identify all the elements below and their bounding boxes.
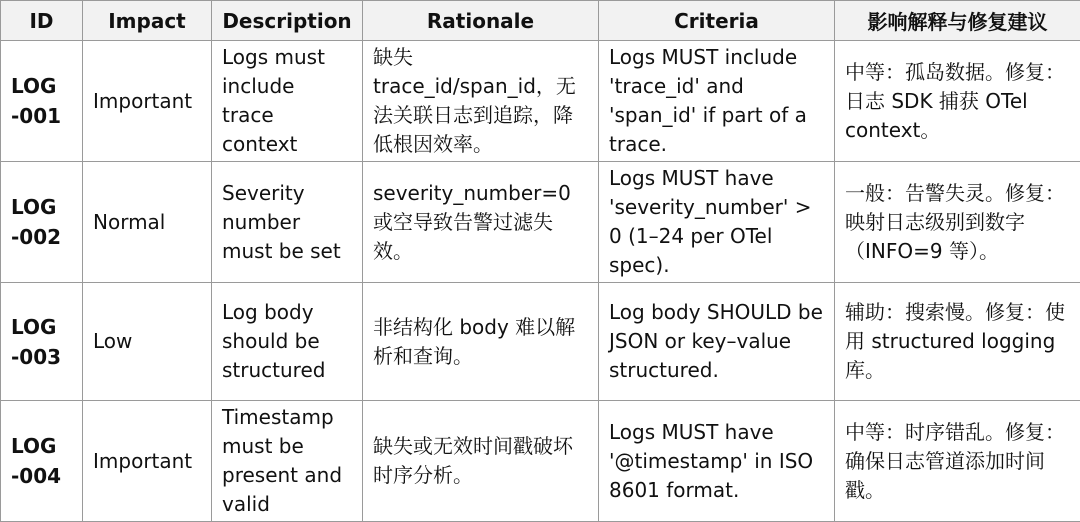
cell-suggestion: 辅助：搜索慢。修复：使用 structured logging 库。 (835, 283, 1080, 401)
header-impact: Impact (83, 1, 212, 41)
header-id: ID (1, 1, 83, 41)
cell-criteria: Log body SHOULD be JSON or key–value structured. (599, 283, 835, 401)
cell-criteria: Logs MUST include 'trace_id' and 'span_id' if part of a trace. (599, 41, 835, 162)
cell-impact: Normal (83, 162, 212, 283)
cell-criteria: Logs MUST have 'severity_number' > 0 (1–24 per OTel spec). (599, 162, 835, 283)
cell-rationale: 缺失或无效时间戳破坏时序分析。 (363, 401, 599, 522)
cell-rationale: 缺失 trace_id/span_id，无法关联日志到追踪，降低根因效率。 (363, 41, 599, 162)
cell-impact: Important (83, 41, 212, 162)
cell-id: LOG -001 (1, 41, 83, 162)
table-header-row (1, 1, 1080, 41)
header-rationale: Rationale (363, 1, 599, 41)
cell-id: LOG -002 (1, 162, 83, 283)
table-row (1, 162, 1080, 283)
cell-rationale: severity_number=0 或空导致告警过滤失效。 (363, 162, 599, 283)
table-row (1, 401, 1080, 522)
header-suggestion: 影响解释与修复建议 (835, 1, 1080, 41)
cell-suggestion: 中等：孤岛数据。修复：日志 SDK 捕获 OTel context。 (835, 41, 1080, 162)
cell-impact: Low (83, 283, 212, 401)
cell-suggestion: 中等：时序错乱。修复：确保日志管道添加时间戳。 (835, 401, 1080, 522)
table-row (1, 41, 1080, 162)
cell-impact: Important (83, 401, 212, 522)
cell-description: Log body should be structured (212, 283, 363, 401)
header-description: Description (212, 1, 363, 41)
cell-id: LOG -004 (1, 401, 83, 522)
table-row (1, 283, 1080, 401)
cell-description: Logs must include trace context (212, 41, 363, 162)
cell-description: Severity number must be set (212, 162, 363, 283)
cell-criteria: Logs MUST have '@timestamp' in ISO 8601 format. (599, 401, 835, 522)
cell-id: LOG -003 (1, 283, 83, 401)
cell-description: Timestamp must be present and valid (212, 401, 363, 522)
cell-suggestion: 一般：告警失灵。修复：映射日志级别到数字（INFO=9 等）。 (835, 162, 1080, 283)
header-criteria: Criteria (599, 1, 835, 41)
cell-rationale: 非结构化 body 难以解析和查询。 (363, 283, 599, 401)
